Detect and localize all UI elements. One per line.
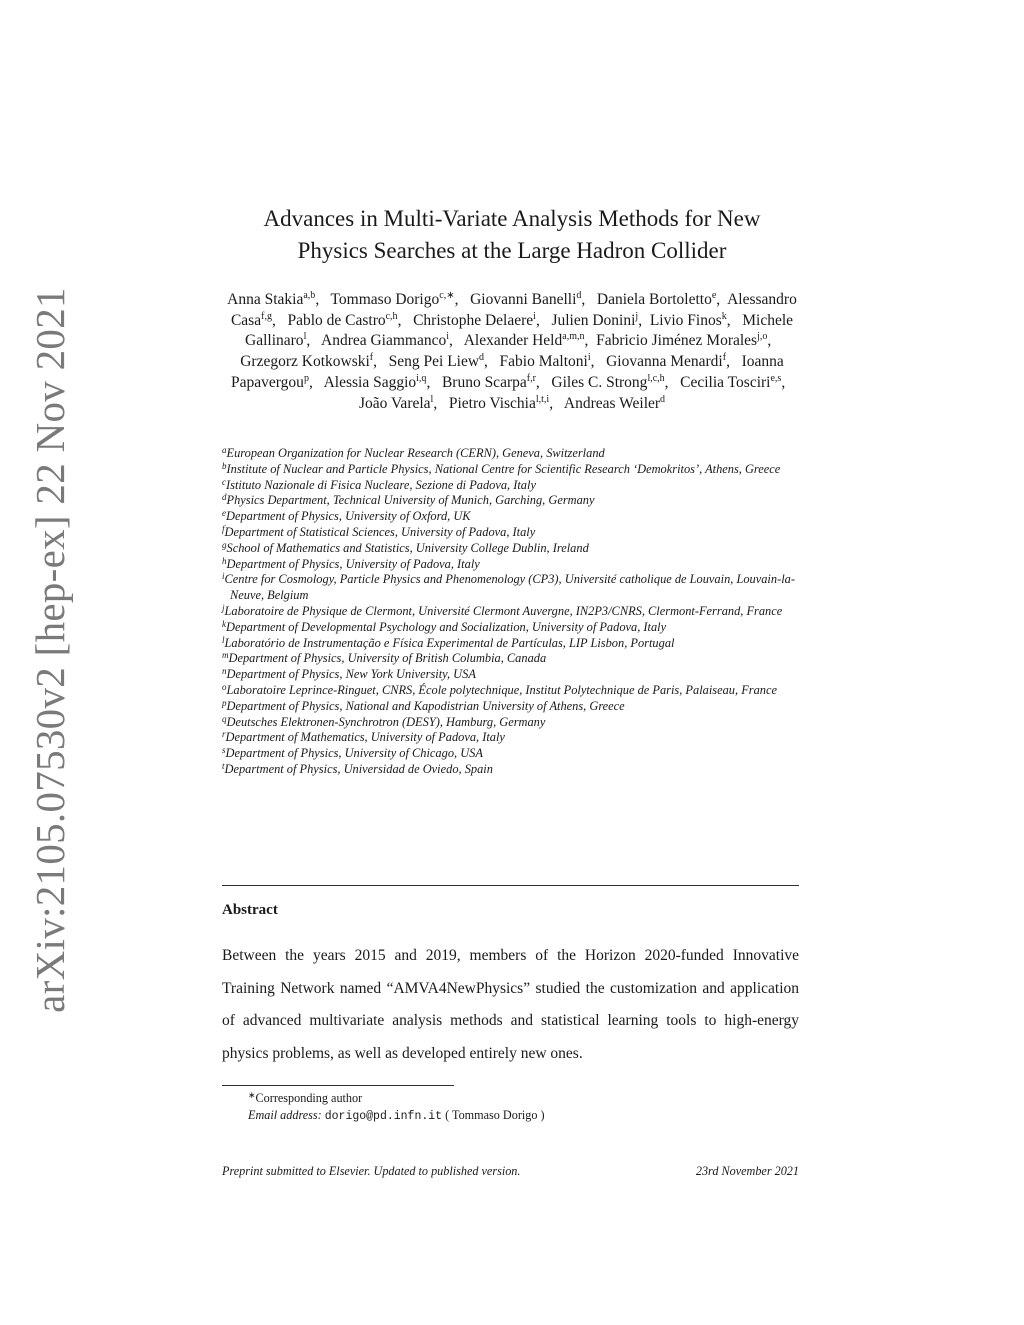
affiliation-text: Department of Physics, New York University, USA [226, 667, 476, 682]
affiliation-key: i [222, 571, 225, 582]
author-separator: , [449, 332, 461, 350]
author-separator: , [549, 394, 561, 412]
author-name: Anna Stakia [227, 291, 304, 308]
author-affiliation-mark: f [369, 352, 374, 364]
author-name: Livio Finos [649, 311, 722, 329]
preprint-date: 23rd November 2021 [695, 1164, 799, 1178]
author-affiliation-mark: c,h [385, 310, 398, 322]
affiliation-key: q [222, 713, 227, 724]
affiliation [222, 604, 812, 620]
email-address[interactable]: dorigo@pd.infn.it [324, 1110, 443, 1123]
author-separator: , [584, 332, 593, 350]
author-affiliation-mark: i [533, 310, 536, 322]
affiliation [222, 572, 812, 604]
preprint-footer [222, 1164, 799, 1179]
abstract-heading: Abstract [222, 902, 278, 918]
author-name: Pablo de Castro [287, 311, 386, 329]
author-affiliation-mark: i,q [416, 372, 427, 384]
author-name: Giles C. Strong [551, 373, 648, 391]
author-separator: , [397, 311, 410, 329]
email-label: Email address: [248, 1108, 322, 1122]
author [597, 291, 724, 308]
author [606, 353, 738, 370]
footnote-label: Corresponding author [255, 1091, 363, 1105]
author-name: Fabricio Jiménez Morales [596, 332, 758, 350]
author-separator: , [535, 311, 548, 329]
affiliation-text: Physics Department, Technical University of Munich, Garching, Germany [226, 493, 595, 508]
author-affiliation-mark: j [635, 310, 639, 322]
affiliation [222, 620, 812, 636]
author-affiliation-mark: a,m,n [562, 331, 585, 343]
affiliation [222, 493, 812, 509]
author-separator: , [716, 291, 725, 308]
author-name: Alessia Saggio [323, 373, 417, 391]
affiliation-key: a [222, 445, 227, 455]
affiliation-key: p [222, 697, 227, 708]
affiliation [222, 446, 812, 462]
author-separator: , [271, 311, 284, 329]
affiliation-key: l [222, 634, 225, 645]
affiliation [222, 651, 812, 667]
author [596, 332, 779, 349]
affiliation-list [222, 446, 812, 778]
email-owner: ( Tommaso Dorigo ) [445, 1108, 545, 1122]
affiliation [222, 478, 812, 494]
affiliation-text: Department of Physics, University of Padova, Italy [226, 556, 480, 571]
affiliation-key: b [222, 460, 227, 471]
author [240, 353, 385, 370]
affiliation [222, 525, 812, 541]
author-affiliation-mark: f,r [526, 372, 536, 384]
author-separator: , [308, 373, 321, 391]
author [413, 312, 548, 329]
author-affiliation-mark: d [576, 290, 582, 301]
preprint-note: Preprint submitted to Elsevier. Updated to published version. [222, 1164, 521, 1178]
author-separator: , [726, 353, 738, 371]
affiliation-key: s [222, 745, 226, 756]
author-affiliation-mark: l [430, 393, 434, 405]
affiliation [222, 509, 812, 525]
author-affiliation-mark: d [660, 393, 666, 405]
affiliation-text: Department of Physics, National and Kapodistrian University of Athens, Greece [226, 698, 625, 713]
author-affiliation-mark: d [479, 352, 485, 364]
footnote-rule [222, 1085, 454, 1086]
author-name: Christophe Delaere [413, 311, 534, 329]
affiliation [222, 699, 812, 715]
author-separator: , [726, 311, 739, 329]
author [470, 291, 593, 308]
affiliation-text: Centre for Cosmology, Particle Physics and Phenomenology (CP3), Université catholique de Louvain, Louvain-la-Neuve, Belgium [224, 572, 795, 603]
author-name: João Varela [358, 394, 431, 412]
affiliation-text: Department of Physics, University of Oxford, UK [226, 509, 471, 524]
affiliation [222, 746, 812, 762]
affiliation-key: n [222, 666, 227, 677]
affiliation-text: Institute of Nuclear and Particle Physics, National Centre for Scientific Research ‘Demokritos’, Athens, Greece [226, 461, 781, 476]
author [680, 374, 793, 391]
author-affiliation-mark: a,b [303, 290, 316, 301]
affiliation-key: k [222, 618, 226, 629]
author-separator: , [306, 332, 318, 350]
author-affiliation-mark: j,o [757, 331, 768, 343]
affiliation-text: Department of Developmental Psychology and Socialization, University of Padova, Italy [226, 619, 667, 634]
affiliation [222, 462, 812, 478]
author [551, 312, 646, 329]
affiliation-text: Department of Statistical Sciences, University of Padova, Italy [224, 524, 536, 539]
affiliation [222, 541, 812, 557]
author-name: Michele Gallinaro [245, 311, 794, 350]
author-separator: , [454, 291, 467, 308]
author-separator: , [315, 291, 327, 308]
affiliation-text: Laboratório de Instrumentação e Física Experimental de Partículas, LIP Lisbon, Portugal [224, 635, 675, 650]
title-line-2: Physics Searches at the Large Hadron Collider [297, 238, 727, 263]
author-name: Ioanna Papavergou [231, 353, 784, 391]
author [551, 374, 676, 391]
affiliation-text: Department of Mathematics, University of Padova, Italy [225, 730, 505, 745]
affiliation [222, 557, 812, 573]
author-affiliation-mark: k [721, 310, 727, 322]
author-name: Andreas Weiler [563, 394, 661, 412]
author-affiliation-mark: e,s [770, 372, 782, 384]
author-name: Seng Pei Liew [388, 353, 480, 371]
author-separator: , [373, 353, 385, 371]
affiliation-key: e [222, 508, 226, 519]
author-affiliation-mark: l,t,i [535, 393, 550, 405]
affiliation [222, 683, 812, 699]
author [287, 312, 409, 329]
author-name: Daniela Bortoletto [596, 291, 712, 308]
affiliation-key: j [222, 602, 225, 613]
author-separator: , [433, 394, 445, 412]
author [321, 332, 461, 349]
author-separator: , [426, 373, 439, 391]
author [650, 312, 739, 329]
author-separator: , [590, 353, 603, 371]
affiliation [222, 667, 812, 683]
arxiv-id-text: arXiv:2105.07530v2 [hep-ex] 22 Nov 2021 [27, 287, 73, 1013]
affiliation-text: Laboratoire Leprince-Ringuet, CNRS, École polytechnique, Institut Polytechnique de Paris, Palaiseau, France [226, 682, 777, 697]
affiliation-text: European Organization for Nuclear Research (CERN), Geneva, Switzerland [226, 446, 605, 460]
affiliation [222, 715, 812, 731]
author [442, 374, 548, 391]
author-affiliation-mark: i [446, 331, 450, 343]
author-affiliation-mark: f [722, 352, 727, 364]
affiliation-key: g [222, 539, 227, 550]
author [464, 332, 593, 349]
affiliation-text: Deutsches Elektronen-Synchrotron (DESY), Hamburg, Germany [226, 714, 546, 729]
affiliation [222, 636, 812, 652]
affiliation-key: f [222, 523, 225, 534]
title-line-1: Advances in Multi-Variate Analysis Methods for New [263, 206, 761, 231]
author-separator: , [581, 291, 594, 308]
affiliation-text: Department of Physics, University of British Columbia, Canada [228, 651, 547, 666]
affiliation-text: Department of Physics, University of Chicago, USA [225, 746, 483, 761]
author-list [222, 290, 802, 414]
author-affiliation-mark: f,g [261, 310, 272, 322]
affiliation-text: School of Mathematics and Statistics, University College Dublin, Ireland [226, 540, 589, 555]
author-name: Pietro Vischia [448, 394, 536, 412]
author-separator: , [535, 373, 548, 391]
author-affiliation-mark: i [587, 352, 591, 364]
author-affiliation-mark: e [711, 290, 717, 301]
affiliation [222, 762, 812, 778]
author-affiliation-mark: l,c,h [647, 372, 665, 384]
author-separator: , [767, 332, 779, 350]
author-name: Julien Donini [551, 311, 636, 329]
affiliation-key: m [222, 650, 229, 661]
affiliation-text: Laboratoire de Physique de Clermont, Université Clermont Auvergne, IN2P3/CNRS, Clermont-Ferrand, France [224, 603, 783, 618]
author [564, 395, 665, 412]
abstract-body: Between the years 2015 and 2019, members of the Horizon 2020-funded Innovative Training Network named “AMVA4NewPhysics” studied the customization and application of advanced multivariate analysis methods and statistical learning tools to high-energy physics problems, as well as developed entirely new ones. [222, 947, 799, 1063]
footnote-mark: ∗ [248, 1090, 256, 1100]
author-name: Grzegorz Kotkowski [240, 353, 370, 371]
affiliation-text: Istituto Nazionale di Fisica Nucleare, Sezione di Padova, Italy [226, 477, 536, 492]
author-name: Fabio Maltoni [499, 353, 588, 371]
author-name: Tommaso Dorigo [330, 291, 440, 308]
affiliation-key: d [222, 492, 227, 503]
author-name: Giovanna Menardi [606, 353, 723, 371]
author-name: Bruno Scarpa [441, 373, 527, 391]
author-separator: , [638, 311, 646, 329]
author [389, 353, 496, 370]
author-separator: , [664, 373, 677, 391]
author-affiliation-mark: c,∗ [439, 290, 455, 301]
paper-title [200, 203, 824, 267]
author-separator: , [484, 353, 496, 371]
author [227, 291, 327, 308]
affiliation [222, 730, 812, 746]
author-name: Alexander Held [463, 332, 563, 350]
author-separator: , [781, 373, 793, 391]
author-name: Andrea Giammanco [321, 332, 447, 350]
affiliation-text: Department of Physics, Universidad de Oviedo, Spain [224, 761, 493, 776]
author [331, 291, 467, 308]
author-affiliation-mark: p [303, 372, 309, 384]
affiliation-key: h [222, 555, 227, 566]
abstract-top-rule [222, 885, 799, 886]
author-name: Alessandro Casa [230, 291, 797, 329]
affiliation-key: t [222, 760, 225, 771]
author-name: Giovanni Banelli [470, 291, 577, 308]
affiliation-key: o [222, 681, 227, 692]
affiliation-key: c [222, 476, 226, 487]
author-affiliation-mark: l [303, 331, 307, 343]
author [359, 395, 445, 412]
author [324, 374, 438, 391]
author [449, 395, 561, 412]
author [500, 353, 603, 370]
author-name: Cecilia Tosciri [680, 373, 771, 391]
corresponding-author-footnote [222, 1090, 799, 1125]
affiliation-key: r [222, 729, 226, 740]
